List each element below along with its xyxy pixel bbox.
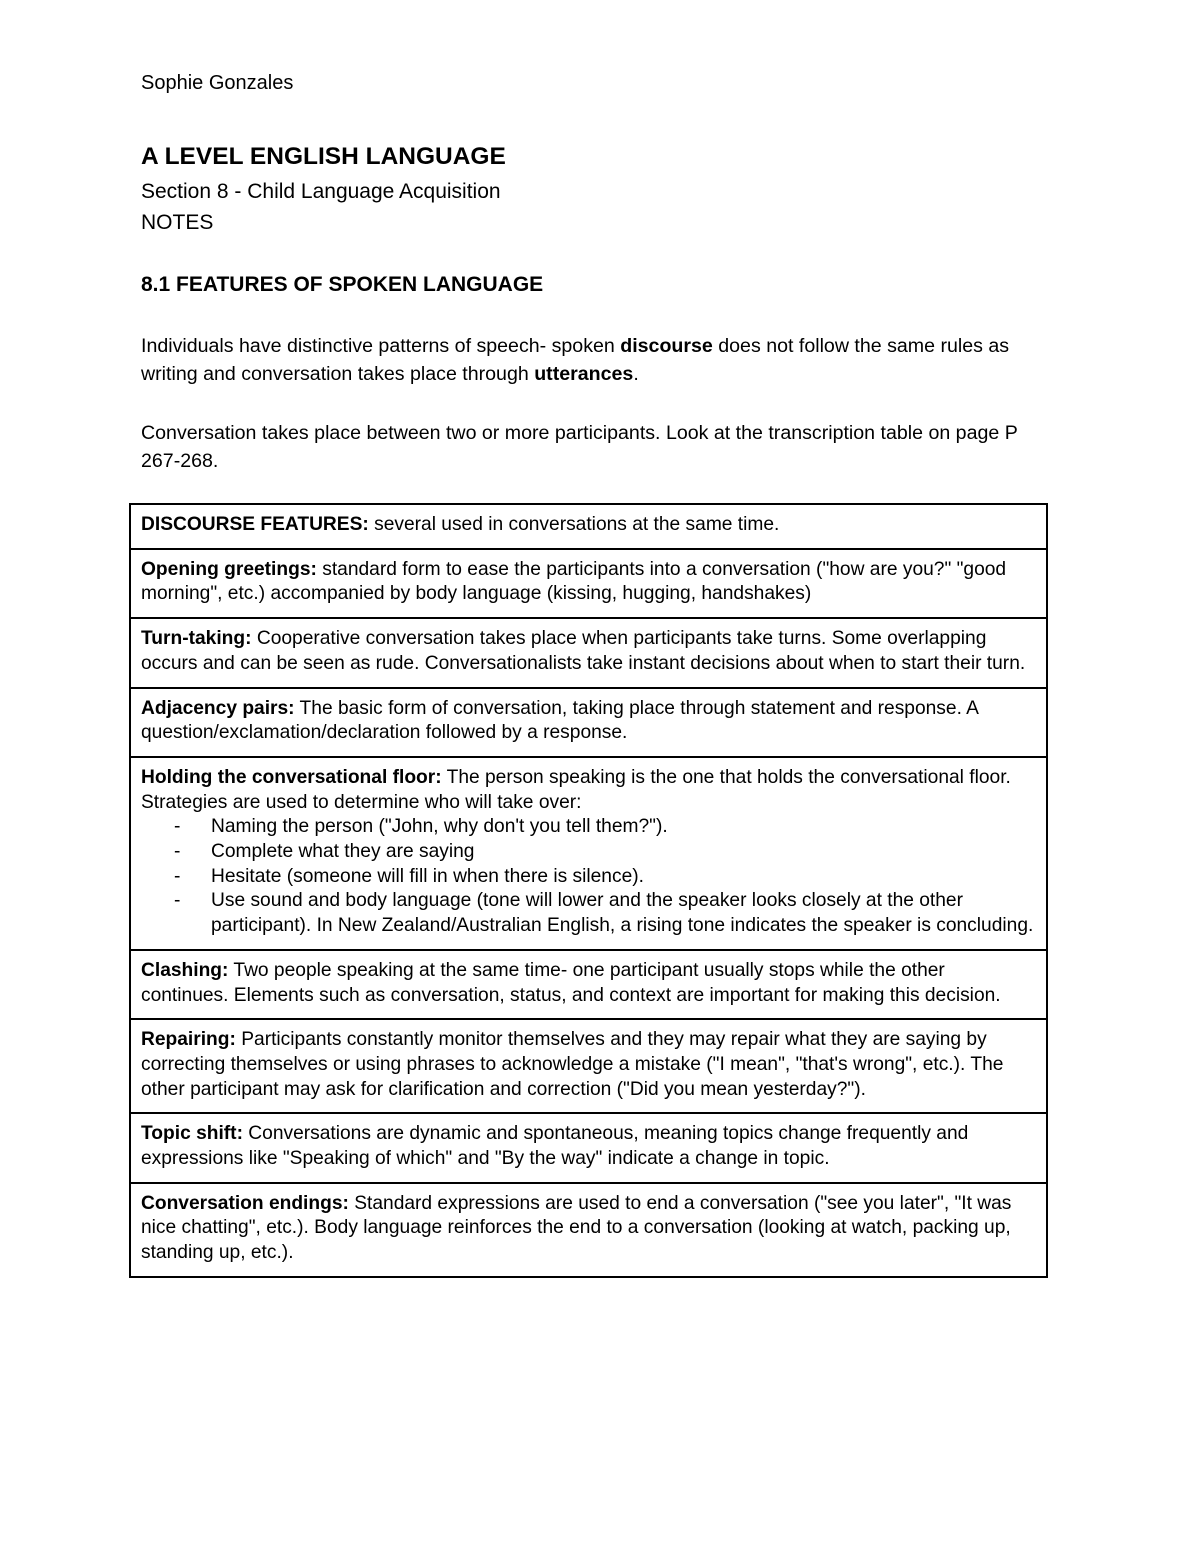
table-row [130, 1113, 1047, 1182]
table-row [130, 549, 1047, 618]
list-item [141, 815, 1036, 840]
list-item-text: Complete what they are saying [211, 841, 475, 863]
row-term: Topic shift: [141, 1123, 243, 1145]
table-cell-adjacency-pairs [130, 688, 1047, 757]
table-cell-conversation-endings [130, 1183, 1047, 1277]
document-title: A LEVEL ENGLISH LANGUAGE [141, 143, 506, 170]
dash-bullet: - [174, 890, 181, 912]
strategy-list [141, 815, 1036, 939]
term-utterances: utterances [534, 363, 634, 385]
list-item [141, 865, 1036, 890]
dash-bullet: - [174, 841, 181, 863]
term-discourse: discourse [620, 335, 713, 357]
row-text: Conversations are dynamic and spontaneous, meaning topics change frequently and expressions like "Speaking of which" and "By the way" indicate a change in topic. [141, 1123, 969, 1170]
row-term: Conversation endings: [141, 1192, 349, 1214]
table-row [130, 1183, 1047, 1277]
intro-text-3: . [633, 363, 639, 385]
row-text: The basic form of conversation, taking place through statement and response. A question/exclamation/declaration followed by a response. [141, 697, 978, 744]
list-item [141, 889, 1036, 938]
intro-text-2: does not follow the same rules as writing and conversation takes place through [141, 335, 1010, 385]
table-row [130, 757, 1047, 950]
list-item-text: Naming the person ("John, why don't you tell them?"). [211, 816, 668, 838]
table-cell-opening-greetings [130, 549, 1047, 618]
table-cell-repairing [130, 1019, 1047, 1113]
list-item-text: Use sound and body language (tone will lower and the speaker looks closely at the other participant). In New Zealand/Australian English, a rising tone indicates the speaker is concluding. [211, 890, 1034, 937]
row-term: Clashing: [141, 959, 229, 981]
table-cell-discourse-features [130, 504, 1047, 549]
table-cell-holding-floor [130, 757, 1047, 950]
intro-paragraph [141, 332, 1046, 388]
notes-label: NOTES [141, 211, 214, 234]
section-subtitle: Section 8 - Child Language Acquisition [141, 180, 501, 203]
row-text: Two people speaking at the same time- one participant usually stops while the other continues. Elements such as conversation, status, and context are important for making this decision. [141, 959, 1001, 1006]
list-item [141, 840, 1036, 865]
list-item-text: Hesitate (someone will fill in when there is silence). [211, 865, 644, 887]
row-text: standard form to ease the participants into a conversation ("how are you?" "good morning", etc.) accompanied by body language (kissing, hugging, handshakes) [141, 558, 1007, 605]
table-row [130, 950, 1047, 1019]
intro-text-1: Individuals have distinctive patterns of speech- spoken [141, 335, 621, 357]
row-text: Standard expressions are used to end a conversation ("see you later", "It was nice chatting", etc.). Body language reinforces the end to a conversation (looking at watch, packing up, standing up, etc.). [141, 1192, 1012, 1264]
row-text: The person speaking is the one that holds the conversational floor. Strategies are used to determine who will take over: [141, 766, 1011, 813]
row-term: Adjacency pairs: [141, 697, 295, 719]
dash-bullet: - [174, 816, 181, 838]
row-term: Holding the conversational floor: [141, 766, 442, 788]
row-term: DISCOURSE FEATURES: [141, 514, 369, 535]
row-text: Cooperative conversation takes place when participants take turns. Some overlapping occurs and can be seen as rude. Conversationalists take instant decisions about when to start their turn. [141, 628, 1026, 674]
row-term: Repairing: [141, 1029, 236, 1051]
row-text: Participants constantly monitor themselves and they may repair what they are saying by correcting themselves or using phrases to acknowledge a mistake ("I mean", "that's wrong", etc.). The other participant may ask for clarification and correction ("Did you mean yesterday?"). [141, 1029, 1004, 1100]
table-row [130, 1019, 1047, 1113]
table-row [130, 688, 1047, 757]
table-row [130, 504, 1047, 549]
dash-bullet: - [174, 865, 181, 887]
row-term: Opening greetings: [141, 558, 317, 580]
row-term: Turn-taking: [141, 628, 252, 650]
table-cell-turn-taking [130, 618, 1047, 687]
conversation-paragraph: Conversation takes place between two or more participants. Look at the transcription table on page P 267-268. [141, 422, 1018, 472]
section-heading: 8.1 FEATURES OF SPOKEN LANGUAGE [141, 273, 544, 296]
author-name: Sophie Gonzales [141, 72, 294, 94]
table-cell-clashing [130, 950, 1047, 1019]
row-text: several used in conversations at the same time. [368, 514, 780, 535]
table-cell-topic-shift [130, 1113, 1047, 1182]
table-row [130, 618, 1047, 687]
discourse-features-table [129, 503, 1048, 1278]
